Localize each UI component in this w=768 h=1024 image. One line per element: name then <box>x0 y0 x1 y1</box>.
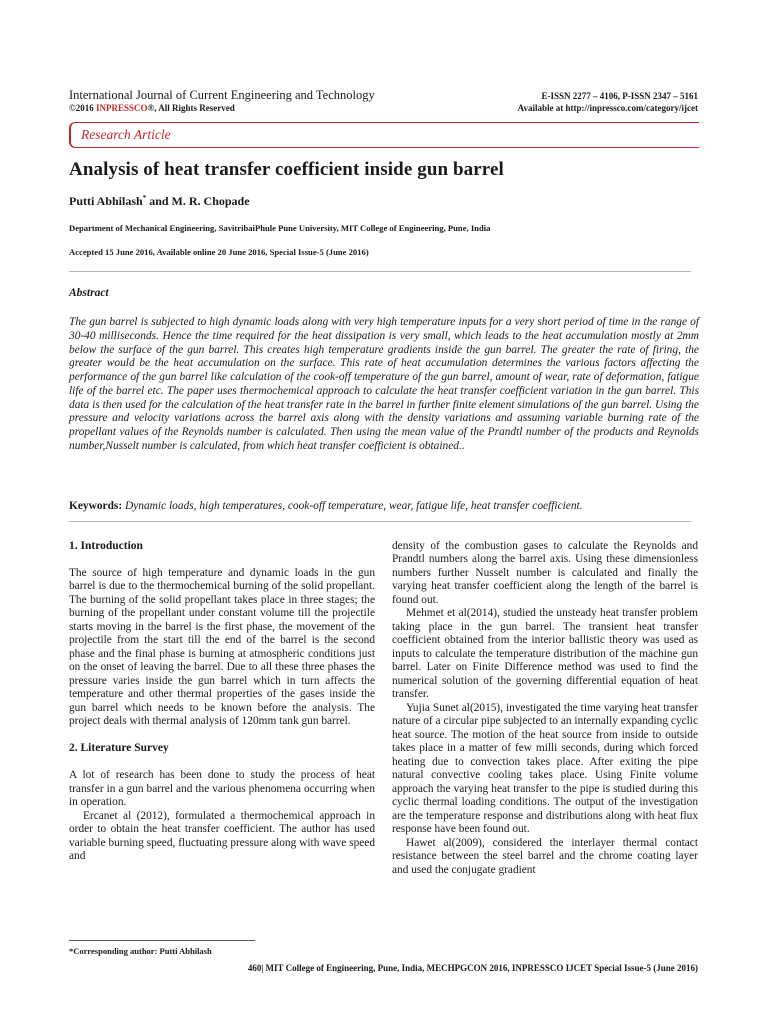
right-column <box>392 540 698 877</box>
abstract-heading: Abstract <box>69 287 109 299</box>
availability-link[interactable]: Available at http://inpressco.com/category/ijcet <box>517 103 698 113</box>
author-line <box>69 194 250 209</box>
left-column <box>69 540 375 864</box>
author-rest: and M. R. Chopade <box>146 194 250 208</box>
issn-line: E-ISSN 2277 – 4106, P-ISSN 2347 – 5161 <box>541 91 698 101</box>
abstract-divider <box>69 521 691 522</box>
corresponding-marker: * <box>142 194 147 202</box>
header-divider <box>69 271 691 272</box>
literature-paragraph-1: A lot of research has been done to study the process of heat transfer in a gun barrel and the various phenomena occurring when in operation. <box>69 769 375 809</box>
copyright-suffix: ®, All Rights Reserved <box>147 103 235 113</box>
journal-header <box>69 88 375 114</box>
right-paragraph-4: Hawet al(2009), considered the interlayer thermal contact resistance between the steel barrel and the chrome coating layer and used the conjugate gradient <box>392 836 698 876</box>
keywords-line <box>69 500 699 512</box>
article-type-label: Research Article <box>81 127 171 142</box>
literature-paragraph-2: Ercanet al (2012), formulated a thermochemical approach in order to obtain the heat transfer coefficient. The author has used variable burning speed, fluctuating pressure along with wave speed and <box>69 809 375 863</box>
publication-dates: Accepted 15 June 2016, Available online 20 June 2016, Special Issue-5 (June 2016) <box>69 247 369 257</box>
page-footer: 460| MIT College of Engineering, Pune, India, MECHPGCON 2016, INPRESSCO IJCET Special Issue-5 (June 2016) <box>247 963 698 973</box>
section-heading-literature-survey: 2. Literature Survey <box>69 742 169 755</box>
affiliation: Department of Mechanical Engineering, SavitribaiPhule Pune University, MIT College of Engineering, Pune, India <box>69 223 491 233</box>
issn-block <box>518 90 698 114</box>
paper-title: Analysis of heat transfer coefficient inside gun barrel <box>69 159 504 180</box>
copyright-line <box>69 102 375 114</box>
corresponding-author-footnote: *Corresponding author: Putti Abhilash <box>69 946 212 956</box>
section-heading-introduction: 1. Introduction <box>69 540 143 552</box>
introduction-paragraph: The source of high temperature and dynamic loads in the gun barrel is due to the thermochemical burning of the solid propellant. The burning of the solid propellant takes place in three stages; the burning of the propellant under constant volume till the projectile starts moving in the barrel is the first phase, the movement of the projectile from the start till the end of the barrel is the second phase and the final phase is burning at atmospheric conditions just on the onset of leaving the barrel. Due to all these three phases the pressure varies inside the gun barrel which in turn affects the temperature and other thermal properties of the gases inside the gun barrel which needs to be known before the analysis. The project deals with thermal analysis of 120mm tank gun barrel. <box>69 566 375 728</box>
footnote-rule <box>69 940 255 941</box>
abstract-text: The gun barrel is subjected to high dynamic loads along with very high temperature inputs for a very short period of time in the range of 30-40 milliseconds. Hence the time required for the heat dissipation is very small, which leads to the heat accumulation mostly at 2mm below the surface of the gun barrel. This creates high temperature gradients inside the gun barrel. The greater the rate of firing, the greater would be the heat accumulation on the surface. This rate of heat accumulation determines the various factors affecting the performance of the gun barrel like calculation of the cook-off temperature of the gun barrel, amount of wear, rate of deformation, fatigue life of the barrel etc. The paper uses thermochemical approach to calculate the heat transfer coefficient variation in the gun barrel. This data is then used for the calculation of the heat transfer rate in the barrel in further finite element simulations of the gun barrel. Using the pressure and velocity variations across the barrel axis along with the density variations and assuming variable burning rate of the propellant values of the Reynolds number is calculated. Then using the mean value of the Prandtl number of the products and Reynolds number,Nusselt number is calculated, from which heat transfer coefficient is obtained.. <box>69 316 699 452</box>
article-type-banner <box>69 122 699 148</box>
right-paragraph-3: Yujia Sunet al(2015), investigated the time varying heat transfer nature of a circular pipe subjected to an internally expanding cyclic heat source. The motion of the heat source from inside to outside takes place in a matter of few milli seconds, during which forced heating due to convection takes place. After exiting the pipe natural convective cooling takes place. Using Finite volume approach the varying heat transfer to the pipe is studied during this cyclic thermal loading conditions. The output of the investigation are the temperature response and distributions along with heat flux response have been found out. <box>392 701 698 836</box>
right-paragraph-2: Mehmet et al(2014), studied the unsteady heat transfer problem taking place in the gun barrel. The transient heat transfer coefficient obtained from the interior ballistic theory was used as inputs to calculate the temperature distribution of the machine gun barrel. Later on Finite Difference method was used to find the numerical solution of the governing differential equation of heat transfer. <box>392 607 698 701</box>
journal-name: International Journal of Current Engineering and Technology <box>69 88 375 102</box>
keywords-label: Keywords: <box>69 500 123 512</box>
right-paragraph-1: density of the combustion gases to calculate the Reynolds and Prandtl numbers along the barrel axis. Using these dimensionless numbers further Nusselt number is calculated and finally the varying heat transfer coefficient along the length of the barrel is found out. <box>392 540 698 606</box>
author-first: Putti Abhilash <box>69 194 143 208</box>
keywords-text: Dynamic loads, high temperatures, cook-off temperature, wear, fatigue life, heat transfer coefficient. <box>122 500 583 512</box>
copyright-prefix: ©2016 <box>69 103 96 113</box>
publisher-name: INPRESSCO <box>95 103 148 113</box>
